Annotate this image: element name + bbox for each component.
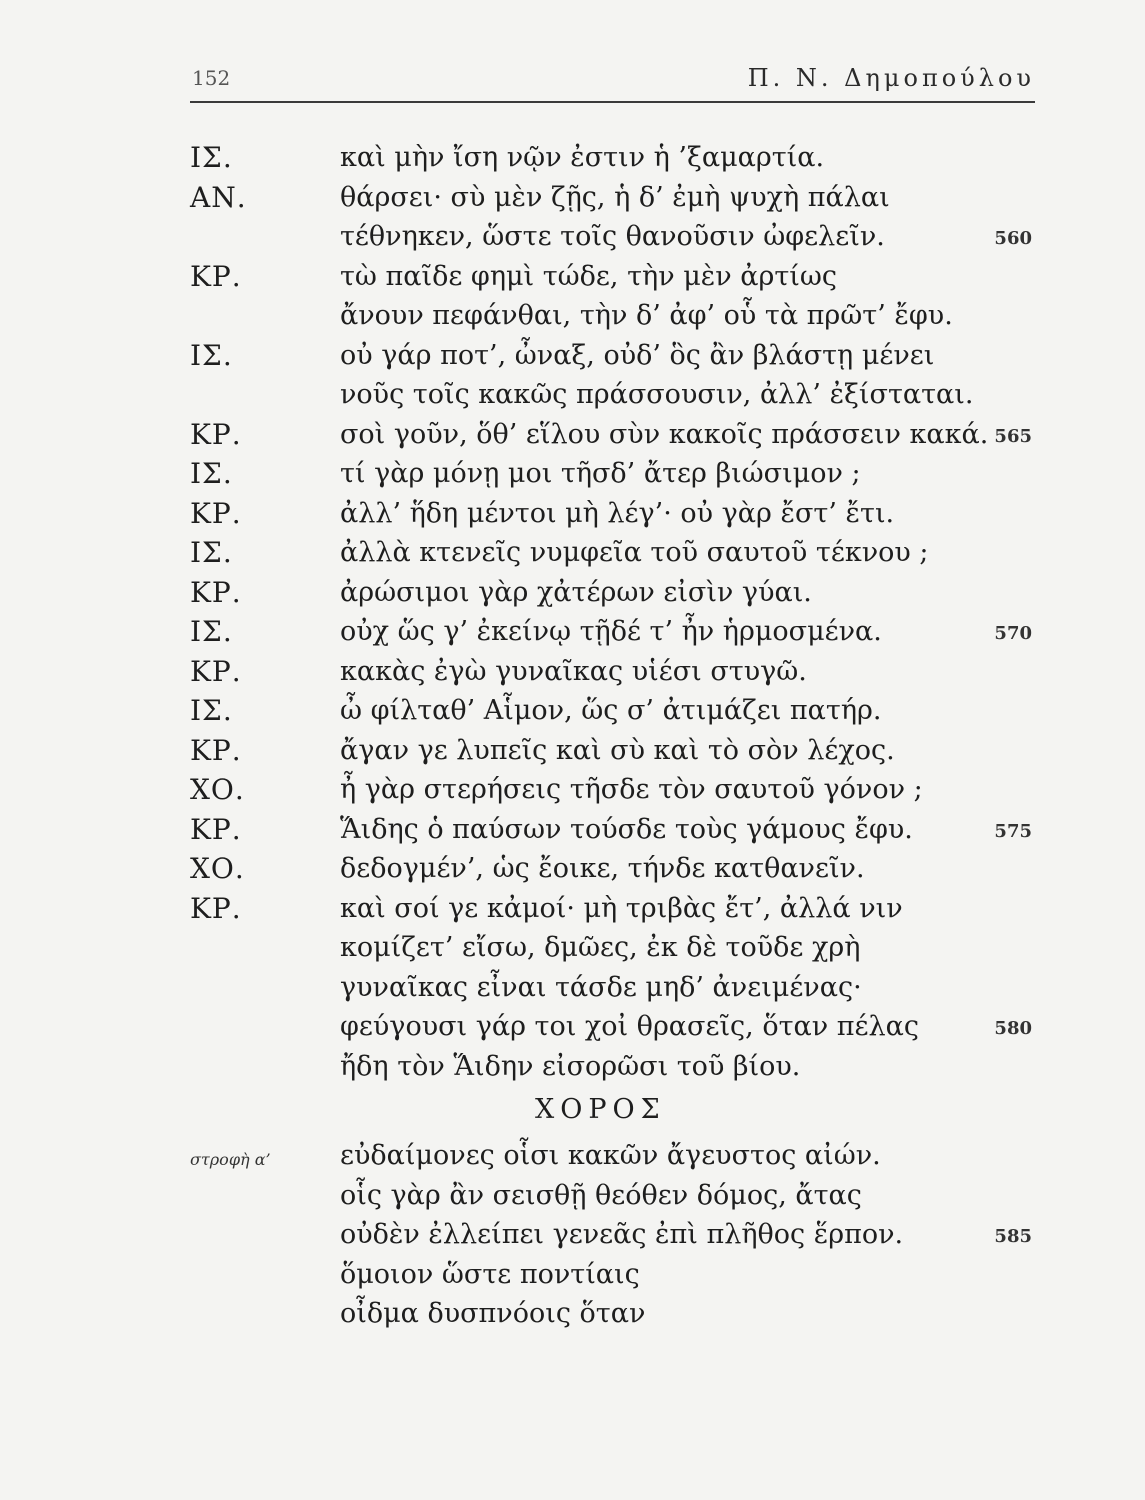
speaker-label: ΚΡ.	[190, 733, 242, 767]
speaker-label: ΑΝ.	[190, 180, 247, 214]
verse-line	[0, 178, 1145, 218]
verse-text: θάρσει· σὺ μὲν ζῇς, ἡ δ’ ἐμὴ ψυχὴ πάλαι	[340, 181, 890, 213]
verse-line	[0, 375, 1145, 415]
verse-line	[0, 770, 1145, 810]
speaker-label: ΙΣ.	[190, 694, 233, 727]
verse-line	[0, 928, 1145, 968]
verse-text: εὐδαίμονες οἷσι κακῶν ἄγευστος αἰών.	[340, 1140, 881, 1171]
speaker-label: ΙΣ.	[190, 457, 233, 490]
verse-line	[0, 652, 1145, 692]
speaker-label: ΚΡ.	[190, 812, 242, 846]
verse-line	[0, 849, 1145, 889]
verse-line	[0, 533, 1145, 573]
verse-text: φεύγουσι γάρ τοι χοἰ θρασεῖς, ὅταν πέλας	[340, 1011, 919, 1042]
speaker-label: ΚΡ.	[190, 654, 242, 688]
verse-line	[0, 138, 1145, 178]
speaker-label: ΧΟ.	[190, 773, 245, 806]
verse-line	[0, 1294, 1145, 1334]
line-number: 580	[994, 1018, 1032, 1039]
verse-text: ἄγαν γε λυπεῖς καὶ σὺ καὶ τὸ σὸν λέχος.	[340, 734, 895, 766]
verse-text: κακὰς ἐγὼ γυναῖκας υἱέσι στυγῶ.	[340, 655, 807, 687]
verse-line	[0, 810, 1145, 850]
verse-text: ἀλλ’ ἥδη μέντοι μὴ λέγ’· οὐ γὰρ ἔστ’ ἔτι.	[340, 497, 895, 529]
verse-text: οὐχ ὥς γ’ ἐκείνῳ τῇδέ τ’ ἦν ἡρμοσμένα.	[340, 616, 882, 647]
verse-text: ἤδη τὸν Ἅιδην εἰσορῶσι τοῦ βίου.	[340, 1050, 801, 1082]
verse-text: τί γὰρ μόνῃ μοι τῆσδ’ ἄτερ βιώσιμον ;	[340, 458, 861, 489]
verse-line	[0, 454, 1145, 494]
verse-line	[0, 691, 1145, 731]
dialogue-section	[0, 138, 1145, 1086]
verse-line	[0, 494, 1145, 534]
line-number: 560	[994, 228, 1032, 249]
verse-text: ἦ γὰρ στερήσεις τῆσδε τὸν σαυτοῦ γόνον ;	[340, 774, 923, 805]
verse-line	[0, 573, 1145, 613]
verse-line	[0, 1007, 1145, 1047]
speaker-label: ΧΟ.	[190, 852, 245, 885]
verse-line	[0, 731, 1145, 771]
verse-text: κομίζετ’ εἴσω, δμῶες, ἐκ δὲ τοῦδε χρὴ	[340, 932, 861, 963]
verse-line	[0, 336, 1145, 376]
speaker-label: ΚΡ.	[190, 575, 242, 609]
verse-text: τὼ παῖδε φημὶ τώδε, τὴν μὲν ἀρτίως	[340, 260, 837, 292]
verse-text: ἄνουν πεφάνθαι, τὴν δ’ ἀφ’ οὗ τὰ πρῶτ’ ἔφυ.	[340, 300, 953, 331]
section-heading	[0, 1086, 1145, 1136]
line-number: 575	[994, 820, 1032, 842]
verse-text: οὐδὲν ἐλλείπει γενεᾶς ἐπὶ πλῆθος ἕρπον.	[340, 1219, 904, 1250]
speaker-label: ΙΣ.	[190, 141, 233, 174]
verse-text: ἀρώσιμοι γὰρ χἀτέρων εἰσὶν γύαι.	[340, 576, 812, 608]
verse-text: γυναῖκας εἶναι τάσδε μηδ’ ἀνειμένας·	[340, 971, 862, 1003]
running-head: Π. Ν. Δημοπούλου	[747, 64, 1035, 92]
verse-line	[0, 296, 1145, 336]
verse-line	[0, 1136, 1145, 1176]
verse-text: οἷς γὰρ ἂν σεισθῇ θεόθεν δόμος, ἄτας	[340, 1179, 862, 1211]
speaker-label: ΙΣ.	[190, 615, 233, 648]
verse-line	[0, 257, 1145, 297]
verse-text: ὅμοιον ὥστε ποντίαις	[340, 1258, 640, 1290]
line-number: 570	[994, 623, 1032, 644]
verse-text: καὶ μὴν ἴση νῷν ἐστιν ἡ ’ξαμαρτία.	[340, 142, 825, 173]
speaker-label: ΚΡ.	[190, 417, 242, 451]
speaker-label: ΚΡ.	[190, 259, 242, 293]
line-number: 585	[994, 1226, 1032, 1247]
verse-line	[0, 968, 1145, 1008]
line-number: 565	[994, 425, 1032, 447]
verse-text: νοῦς τοῖς κακῶς πράσσουσιν, ἀλλ’ ἐξίσταται.	[340, 379, 974, 410]
speaker-label: ΚΡ.	[190, 891, 242, 925]
verse-text: ἀλλὰ κτενεῖς νυμφεῖα τοῦ σαυτοῦ τέκνου ;	[340, 537, 929, 568]
verse-text: ὦ φίλταθ’ Αἷμον, ὥς σ’ ἀτιμάζει πατήρ.	[340, 695, 882, 726]
chorus-title: ΧΟΡΟΣ	[535, 1094, 666, 1125]
verse-line	[0, 889, 1145, 929]
verse-line	[0, 1176, 1145, 1216]
verse-line	[0, 612, 1145, 652]
text-block	[0, 138, 1145, 1334]
speaker-label: ΙΣ.	[190, 536, 233, 569]
page-number: 152	[192, 66, 231, 90]
choral-section	[0, 1136, 1145, 1334]
verse-text: οὐ γάρ ποτ’, ὦναξ, οὐδ’ ὃς ἂν βλάστῃ μένει	[340, 339, 935, 371]
verse-text: τέθνηκεν, ὥστε τοῖς θανοῦσιν ὠφελεῖν.	[340, 221, 885, 252]
verse-line	[0, 415, 1145, 455]
verse-line	[0, 1047, 1145, 1087]
verse-line	[0, 217, 1145, 257]
verse-line	[0, 1215, 1145, 1255]
verse-text: Ἅιδης ὁ παύσων τούσδε τοὺς γάμους ἔφυ.	[340, 813, 913, 845]
verse-text: καὶ σοί γε κἀμοί· μὴ τριβὰς ἔτ’, ἀλλά νιν	[340, 892, 903, 924]
verse-line	[0, 1255, 1145, 1295]
verse-text: δεδογμέν’, ὡς ἔοικε, τήνδε κατθανεῖν.	[340, 853, 865, 884]
speaker-label: ΚΡ.	[190, 496, 242, 530]
verse-text: οἶδμα δυσπνόοις ὅταν	[340, 1298, 646, 1329]
stanza-label: στροφὴ α’	[190, 1150, 271, 1169]
verse-text: σοὶ γοῦν, ὅθ’ εἵλου σὺν κακοῖς πράσσειν κακά.	[340, 418, 989, 450]
speaker-label: ΙΣ.	[190, 338, 233, 372]
header-rule	[190, 101, 1035, 103]
